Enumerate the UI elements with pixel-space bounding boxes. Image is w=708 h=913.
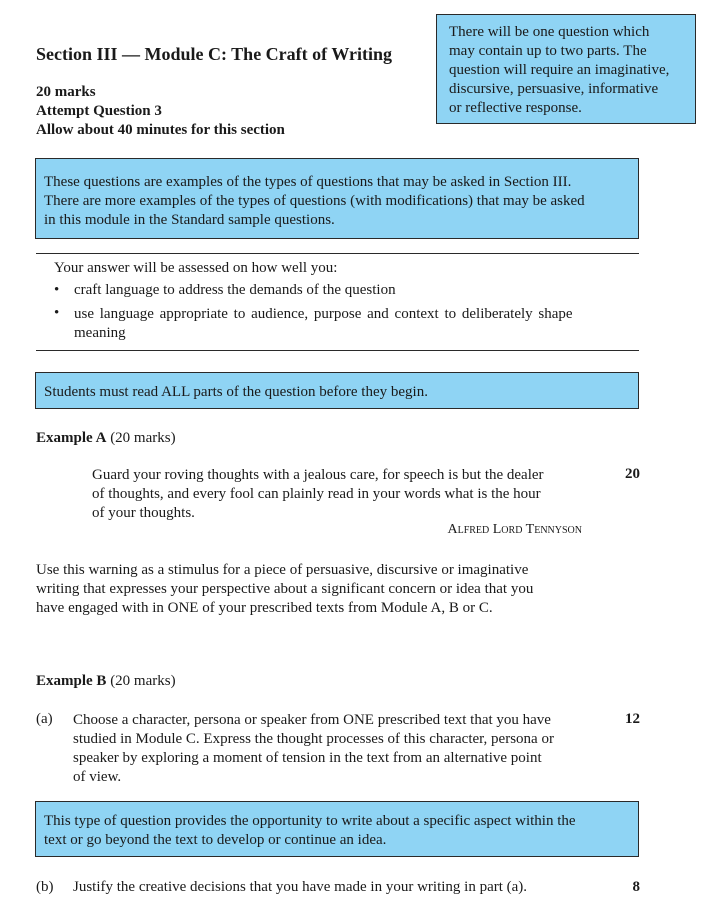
example-b-title: Example B	[36, 673, 107, 689]
part-a-line: of view.	[73, 769, 122, 785]
criteria-bullet-text: use language appropriate to audience, purpose and context to deliberately shape	[74, 306, 573, 322]
example-a-title: Example A	[36, 430, 107, 446]
examples-notice-box	[35, 158, 639, 239]
examples-line: These questions are examples of the types of questions that may be asked in Section III.	[44, 174, 572, 190]
criteria-bullet	[54, 282, 624, 299]
info-line: or reflective response.	[449, 100, 582, 116]
read-all-text: Students must read ALL parts of the question before they begin.	[44, 384, 428, 400]
part-a-line: speaker by exploring a moment of tension in the text from an alternative point	[73, 750, 542, 766]
info-line: There will be one question which	[449, 24, 650, 40]
example-b-marks: (20 marks)	[110, 673, 176, 689]
info-line: may contain up to two parts. The	[449, 43, 647, 59]
examples-line: There are more examples of the types of questions (with modifications) that may be asked	[44, 193, 585, 209]
quote-line: of your thoughts.	[92, 505, 195, 521]
criteria-bullet	[54, 305, 624, 343]
section-title: Section III — Module C: The Craft of Writing	[36, 44, 393, 64]
info-line: question will require an imaginative,	[449, 62, 670, 78]
quote-line: of thoughts, and every fool can plainly read in your words what is the hour	[92, 486, 541, 502]
part-a-note-box	[35, 801, 639, 857]
section-marks: 20 marks	[36, 84, 96, 100]
example-b-heading	[36, 673, 176, 690]
criteria-top-rule	[36, 253, 639, 254]
example-a-mark: 20	[625, 466, 640, 482]
part-b-label: (b)	[36, 879, 54, 895]
part-a-text	[73, 711, 554, 787]
example-a-heading	[36, 430, 176, 447]
bullet-icon: •	[54, 282, 60, 298]
part-b-text: Justify the creative decisions that you have made in your writing in part (a).	[73, 879, 528, 895]
criteria-bullet-text: meaning	[74, 325, 126, 341]
criteria-bullet-text: craft language to address the demands of the question	[74, 282, 396, 298]
part-a-line: studied in Module C. Express the thought processes of this character, persona or	[73, 731, 554, 747]
quote-line: Guard your roving thoughts with a jealous care, for speech is but the dealer	[92, 467, 544, 483]
task-line: Use this warning as a stimulus for a piece of persuasive, discursive or imaginative	[36, 562, 529, 578]
criteria-intro: Your answer will be assessed on how well you:	[54, 260, 338, 276]
attempt-question: Attempt Question 3	[36, 103, 162, 119]
task-line: writing that expresses your perspective about a significant concern or idea that you	[36, 581, 534, 597]
info-line: discursive, persuasive, informative	[449, 81, 659, 97]
part-a-mark: 12	[625, 711, 640, 727]
part-b-mark: 8	[632, 879, 640, 895]
tennyson-quote	[92, 466, 544, 523]
part-a-line: Choose a character, persona or speaker from ONE prescribed text that you have	[73, 712, 551, 728]
note-line: text or go beyond the text to develop or continue an idea.	[44, 832, 387, 848]
example-a-marks: (20 marks)	[110, 430, 176, 446]
note-line: This type of question provides the opportunity to write about a specific aspect within the	[44, 813, 576, 829]
question-info-box	[436, 14, 696, 124]
bullet-icon: •	[54, 305, 60, 321]
part-a-label: (a)	[36, 711, 53, 727]
read-all-box	[35, 372, 639, 409]
time-allowance: Allow about 40 minutes for this section	[36, 122, 285, 138]
quote-attribution: Alfred Lord Tennyson	[447, 522, 582, 537]
criteria-bottom-rule	[36, 350, 639, 351]
example-a-task	[36, 561, 533, 618]
task-line: have engaged with in ONE of your prescribed texts from Module A, B or C.	[36, 600, 493, 616]
examples-line: in this module in the Standard sample questions.	[44, 212, 335, 228]
